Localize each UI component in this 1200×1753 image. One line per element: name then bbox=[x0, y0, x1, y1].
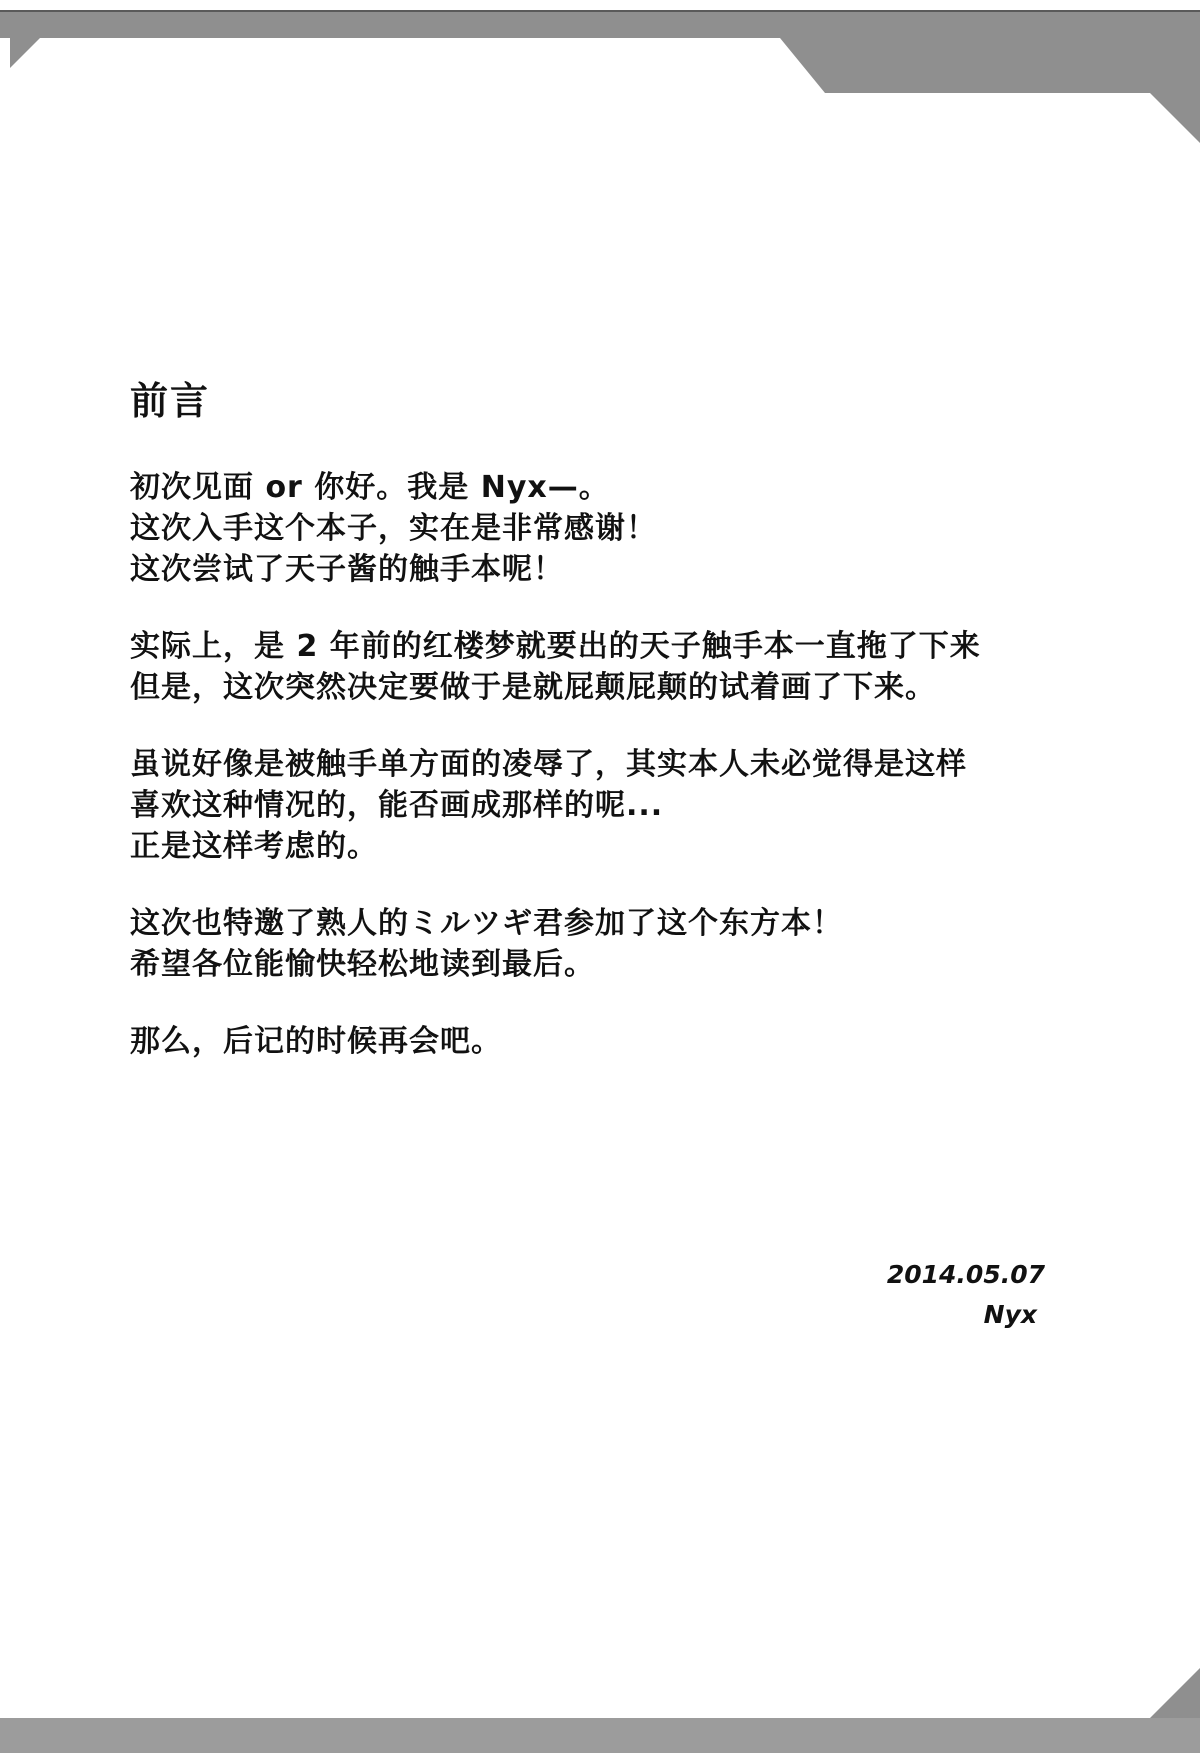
signature-date: 2014.05.07 bbox=[886, 1260, 1045, 1289]
text-line: 初次见面 or 你好。我是 Nyx—。 bbox=[130, 470, 610, 505]
text-line: 这次入手这个本子，实在是非常感谢！ bbox=[130, 511, 657, 546]
paragraph-1 bbox=[130, 467, 1090, 590]
bottom-border bbox=[0, 1718, 1200, 1753]
text-line: 实际上，是 2 年前的红楼梦就要出的天子触手本一直拖了下来 bbox=[130, 629, 981, 664]
text-line: 虽说好像是被触手单方面的凌辱了，其实本人未必觉得是这样 bbox=[130, 747, 967, 782]
text-line: 喜欢这种情况的，能否画成那样的呢... bbox=[130, 788, 664, 823]
top-border-line bbox=[0, 0, 1200, 12]
signature-block bbox=[887, 1255, 1045, 1335]
text-line: 希望各位能愉快轻松地读到最后。 bbox=[130, 947, 595, 982]
paragraph-5 bbox=[130, 1021, 1090, 1062]
signature-name: Nyx bbox=[983, 1300, 1037, 1329]
text-line: 这次尝试了天子酱的触手本呢！ bbox=[130, 552, 564, 587]
text-line: 但是，这次突然决定要做于是就屁颠屁颠的试着画了下来。 bbox=[130, 670, 936, 705]
text-line: 这次也特邀了熟人的ミルツギ君参加了这个东方本！ bbox=[130, 906, 843, 941]
paragraph-4 bbox=[130, 903, 1090, 985]
text-line: 正是这样考虑的。 bbox=[130, 829, 378, 864]
paragraph-2 bbox=[130, 626, 1090, 708]
left-margin-strip bbox=[0, 38, 10, 1718]
preface-content bbox=[130, 370, 1090, 1098]
page-title: 前言 bbox=[130, 379, 211, 423]
paragraph-3 bbox=[130, 744, 1090, 867]
text-line: 那么，后记的时候再会吧。 bbox=[130, 1024, 502, 1059]
